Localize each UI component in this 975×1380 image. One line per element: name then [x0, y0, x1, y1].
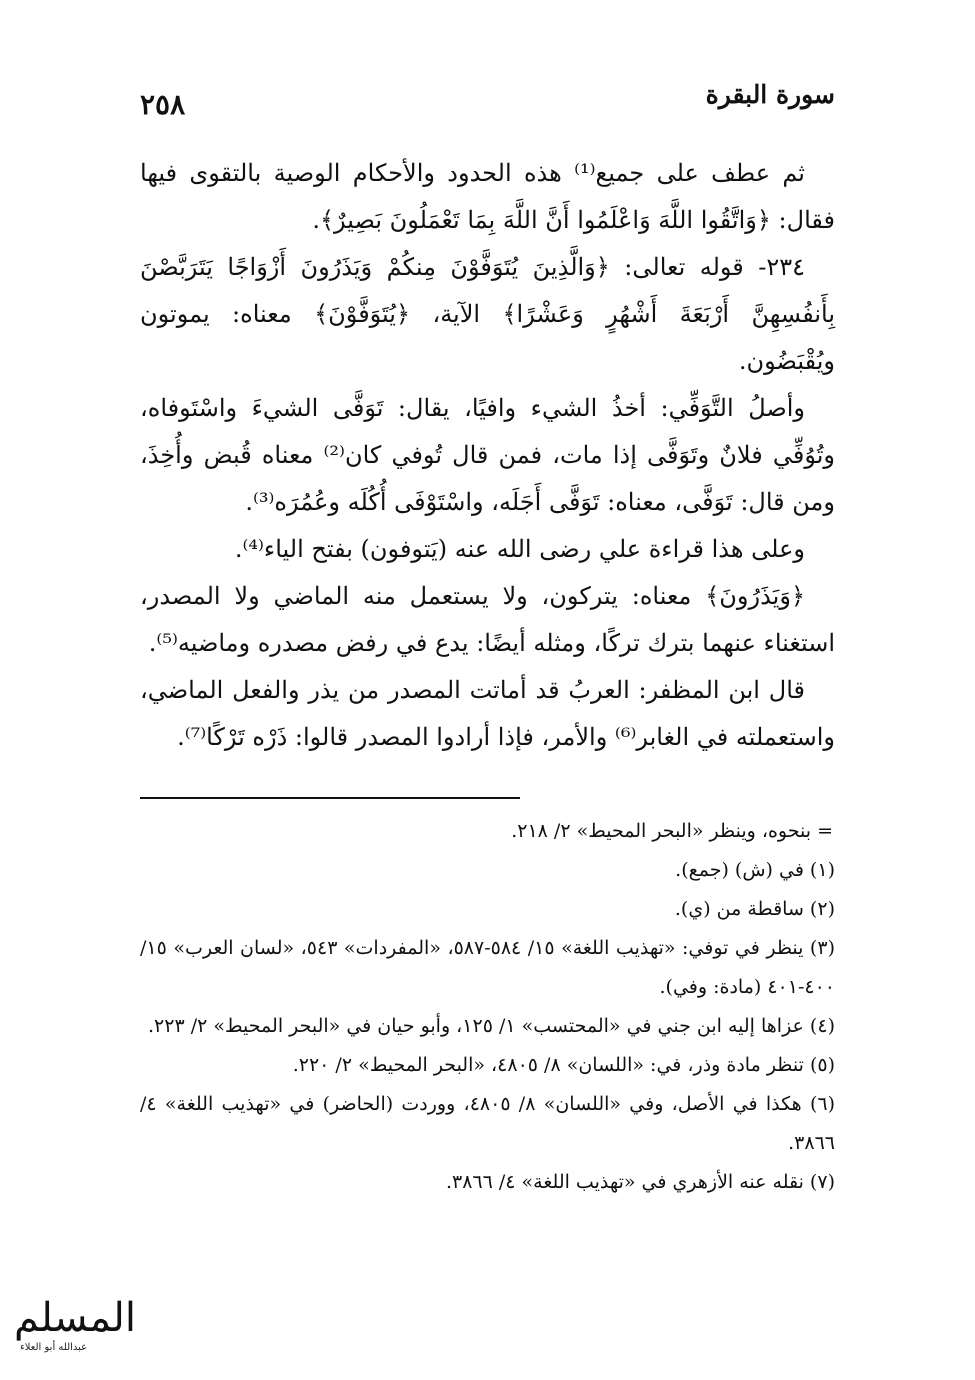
page-number: ٢٥٨: [140, 88, 186, 121]
main-text: [140, 150, 835, 761]
paragraph: وأصلُ التَّوَفِّي: أخذُ الشيء وافيًا، يقال: تَوَفَّى الشيءَ واسْتَوفاه، وتُوُفِّي فلانٌ وتَوَفَّى إذا مات، فمن قال تُوفي كان⁽²⁾ معناه قُبض وأُخِذَ، ومن قال: تَوَفَّى، معناه: تَوَفَّى أَجَلَه، واسْتَوْفَى أُكُلَه وعُمُرَه⁽³⁾.: [140, 394, 836, 516]
footnote: (٧) نقله عنه الأزهري في «تهذيب اللغة» ٤/ ٣٨٦٦.: [445, 1171, 835, 1193]
footnote: (٦) هكذا في الأصل، وفي «اللسان» ٨/ ٤٨٠٥، ووردت (الحاضر) في «تهذيب اللغة» ٤/ ٣٨٦٦.: [140, 1093, 835, 1154]
paragraph: ٢٣٤- قوله تعالى: ﴿وَالَّذِينَ يُتَوَفَّوْنَ مِنكُمْ وَيَذَرُونَ أَزْوَاجًا يَتَرَبَّصْنَ بِأَنفُسِهِنَّ أَرْبَعَةَ أَشْهُرٍ وَعَشْرًا﴾ الآية، ﴿يُتَوَفَّوْنَ﴾ معناه: يموتون ويُقْبَضُون.: [140, 253, 835, 375]
surah-title: سورة البقرة: [705, 80, 835, 109]
footnote: (٢) ساقطة من (ي).: [674, 898, 835, 920]
footnote-divider: [140, 797, 520, 799]
footnote: (٣) ينظر في توفي: «تهذيب اللغة» ١٥/ ٥٨٤-٥٨٧، «المفردات» ٥٤٣، «لسان العرب» ١٥/ ٤٠٠-٤٠١ (مادة: وفي).: [140, 937, 835, 998]
logo-wordmark: المسلم: [14, 1295, 136, 1341]
paragraph: ثم عطف على جميع⁽¹⁾ هذه الحدود والأحكام الوصية بالتقوى فيها فقال: ﴿وَاتَّقُوا اللَّهَ وَاعْلَمُوا أَنَّ اللَّهَ بِمَا تَعْمَلُونَ بَصِيرٌ﴾.: [140, 159, 835, 234]
footnote: (١) في (ش) (جمع).: [675, 859, 835, 881]
footnote: (٥) تنظر مادة وذر، في: «اللسان» ٨/ ٤٨٠٥، «البحر المحيط» ٢/ ٢٢٠.: [292, 1054, 835, 1076]
footnotes: [140, 812, 835, 1202]
footnote-continuation: = بنحوه، وينظر «البحر المحيط» ٢/ ٢١٨.: [511, 820, 833, 842]
paragraph: قال ابن المظفر: العربُ قد أماتت المصدر من يذر والفعل الماضي، واستعملته في الغابر⁽⁶⁾ والأمر، فإذا أرادوا المصدر قالوا: ذَرْه تَرْكًا⁽⁷⁾.: [140, 676, 835, 751]
publisher-logo: [8, 1285, 148, 1365]
logo-signature: عبدالله أبو العلاء: [20, 1342, 88, 1353]
page-header: [140, 70, 835, 130]
paragraph: ﴿وَيَذَرُونَ﴾ معناه: يتركون، ولا يستعمل منه الماضي ولا المصدر، استغناء عنهما بترك تركًا، ومثله أيضًا: يدع في رفض مصدره وماضيه⁽⁵⁾.: [140, 582, 835, 657]
footnote: (٤) عزاها إليه ابن جني في «المحتسب» ١/ ١٢٥، وأبو حيان في «البحر المحيط» ٢/ ٢٢٣.: [148, 1015, 835, 1037]
paragraph: وعلى هذا قراءة علي رضى الله عنه (يَتوفون) بفتح الياء⁽⁴⁾.: [234, 535, 805, 563]
